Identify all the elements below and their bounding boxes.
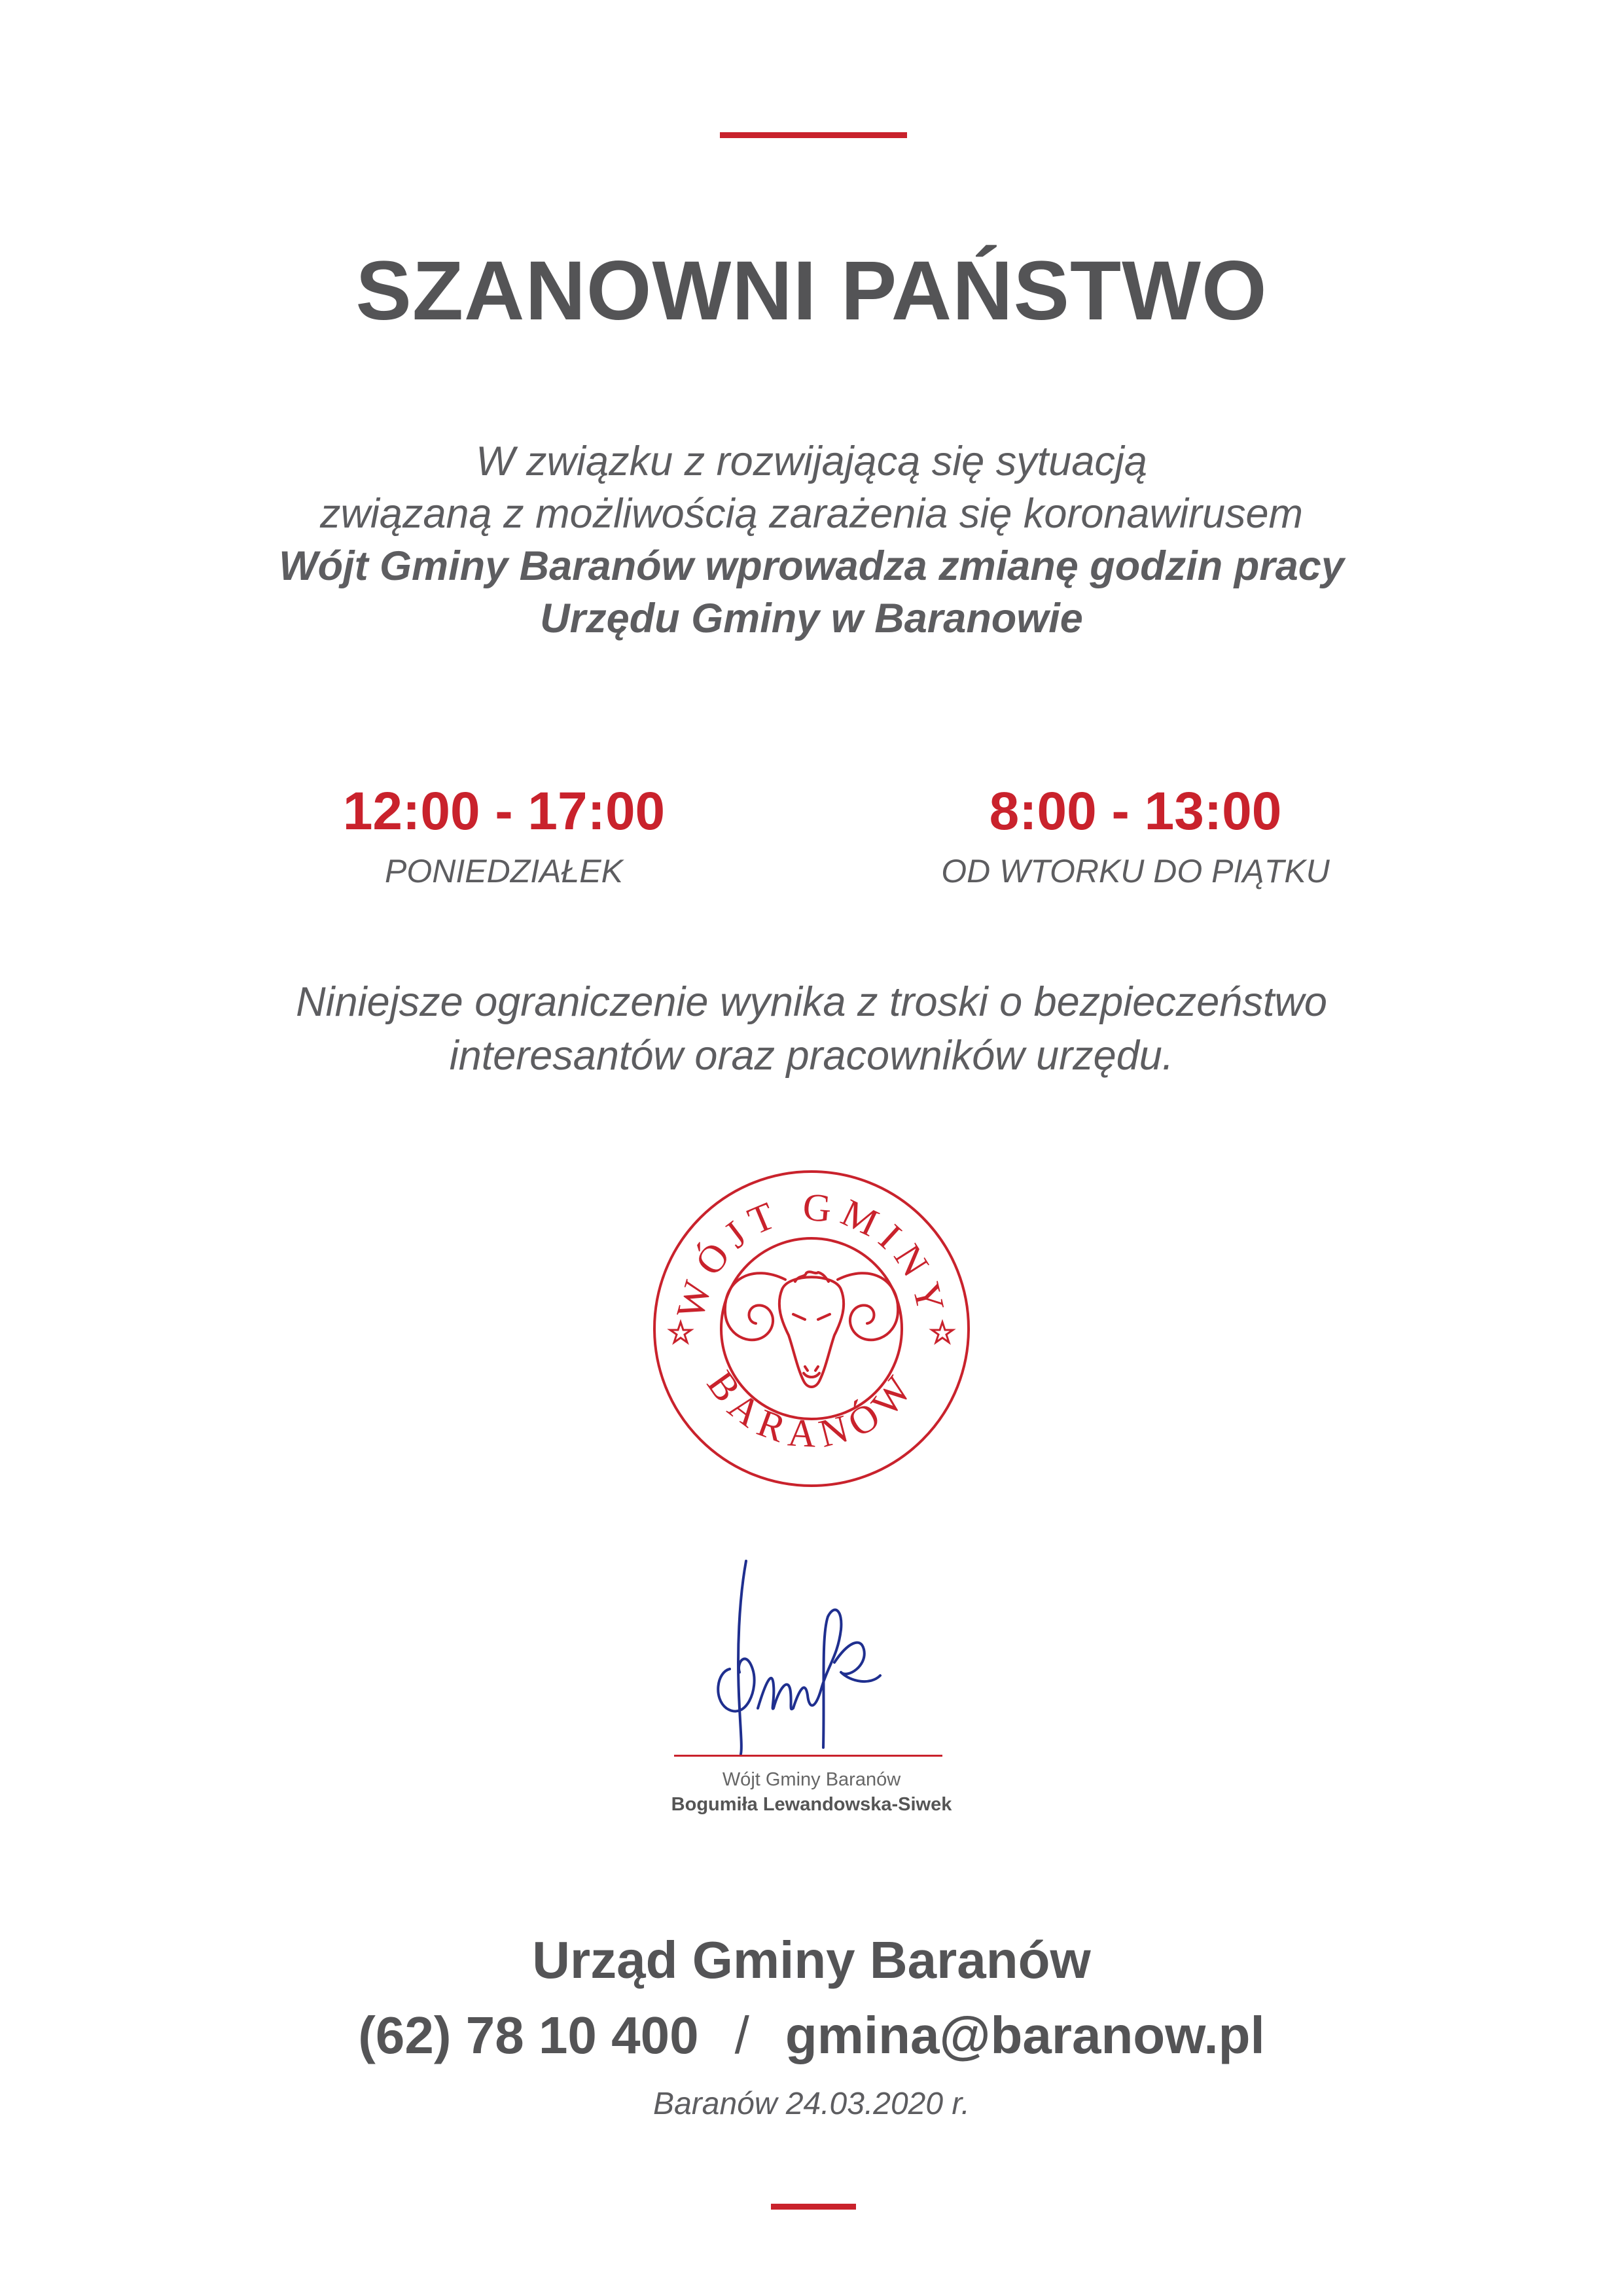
seal-star-right-icon [932,1322,953,1342]
top-accent-rule [720,132,907,138]
hours-tue-fri-time: 8:00 - 13:00 [989,781,1282,841]
signature-line [674,1755,942,1757]
intro-paragraph [0,435,1623,645]
hours-monday-time: 12:00 - 17:00 [342,781,666,841]
seal-star-left-icon [670,1322,691,1342]
handwritten-signature [700,1558,923,1761]
ram-head-icon [725,1272,898,1387]
official-seal [648,1165,975,1492]
signer-name: Bogumiła Lewandowska-Siwek [671,1794,952,1815]
bottom-accent-rule [771,2204,856,2210]
hours-monday [255,776,753,895]
contact-separator: / [734,2006,749,2064]
seal-bottom-text: BARANÓW [698,1362,925,1456]
intro-line-2: związaną z możliwością zarażenia się koronawirusem [319,491,1304,537]
intro-line-3: Wójt Gminy Baranów wprowadza zmianę godzin pracy [279,543,1344,589]
note-line-2: interesantów oraz pracowników urzędu. [449,1033,1174,1079]
hours-tue-fri-days: OD WTORKU DO PIĄTKU [941,853,1330,889]
page-title: SZANOWNI PAŃSTWO [355,244,1268,338]
organization-name: Urząd Gminy Baranów [532,1931,1091,1989]
intro-line-4: Urzędu Gminy w Baranowie [540,596,1083,641]
signer-role: Wójt Gminy Baranów [722,1769,901,1790]
hours-tue-fri [887,776,1384,895]
intro-line-1: W związku z rozwijającą się sytuacją [476,439,1147,484]
contact-line [0,2000,1623,2072]
email-address: gmina@baranow.pl [785,2006,1265,2064]
document-date: Baranów 24.03.2020 r. [653,2087,970,2121]
phone-number: (62) 78 10 400 [358,2006,699,2064]
note-paragraph [0,975,1623,1083]
hours-monday-days: PONIEDZIAŁEK [385,853,623,889]
seal-top-text: WÓJT GMINY [668,1185,955,1324]
note-line-1: Niniejsze ograniczenie wynika z troski o bezpieczeństwo [296,979,1327,1025]
